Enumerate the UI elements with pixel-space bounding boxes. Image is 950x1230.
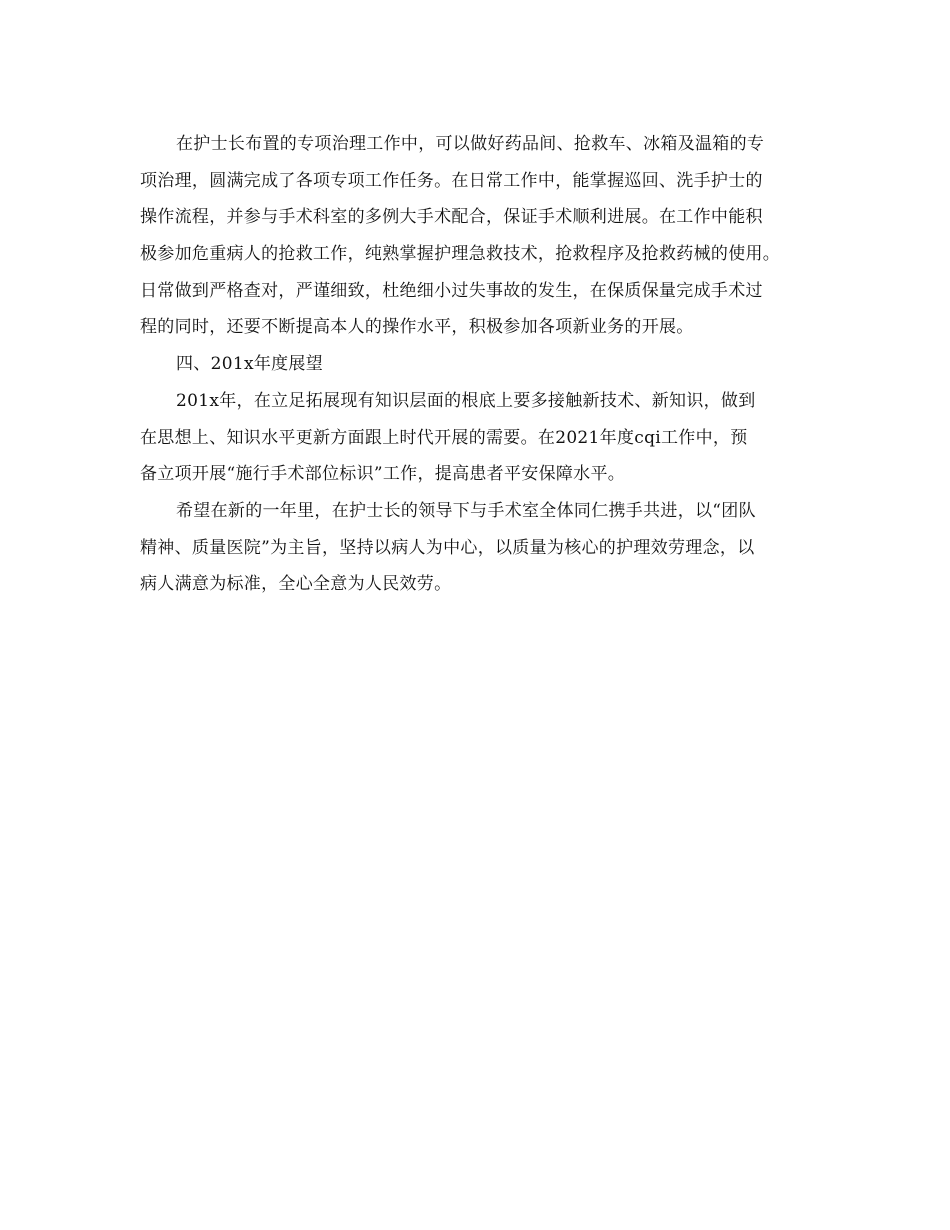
paragraph-line: 极参加危重病人的抢救工作，纯熟掌握护理急救技术，抢救程序及抢救药械的使用。 xyxy=(140,244,781,265)
paragraph-line: 201x年，在立足拓展现有知识层面的根底上要多接触新技术、新知识，做到 xyxy=(176,390,756,411)
document-body xyxy=(140,126,830,603)
paragraph-line: 在思想上、知识水平更新方面跟上时代开展的需要。在2021年度cqi工作中，预 xyxy=(140,427,748,448)
paragraph-special-governance xyxy=(140,126,830,346)
paragraph-line: 希望在新的一年里，在护士长的领导下与手术室全体同仁携手共进，以“团队 xyxy=(176,500,756,521)
paragraph-line: 程的同时，还要不断提高本人的操作水平，积极参加各项新业务的开展。 xyxy=(140,317,694,338)
section-heading: 四、201x年度展望 xyxy=(176,354,324,375)
paragraph-line: 病人满意为标准，全心全意为人民效劳。 xyxy=(140,574,452,595)
paragraph-outlook xyxy=(140,383,830,493)
paragraph-line: 项治理，圆满完成了各项专项工作任务。在日常工作中，能掌握巡回、洗手护士的 xyxy=(140,170,763,191)
paragraph-line: 日常做到严格查对，严谨细致，杜绝细小过失事故的发生，在保质保量完成手术过 xyxy=(140,280,763,301)
section-heading-outlook xyxy=(140,346,830,383)
paragraph-hope xyxy=(140,493,830,603)
paragraph-line: 在护士长布置的专项治理工作中，可以做好药品间、抢救车、冰箱及温箱的专 xyxy=(176,134,765,154)
paragraph-line: 精神、质量医院”为主旨，坚持以病人为中心，以质量为核心的护理效劳理念，以 xyxy=(140,537,755,558)
paragraph-line: 操作流程，并参与手术科室的多例大手术配合，保证手术顺利进展。在工作中能积 xyxy=(140,207,763,228)
paragraph-line: 备立项开展“施行手术部位标识”工作，提高患者平安保障水平。 xyxy=(140,464,626,485)
